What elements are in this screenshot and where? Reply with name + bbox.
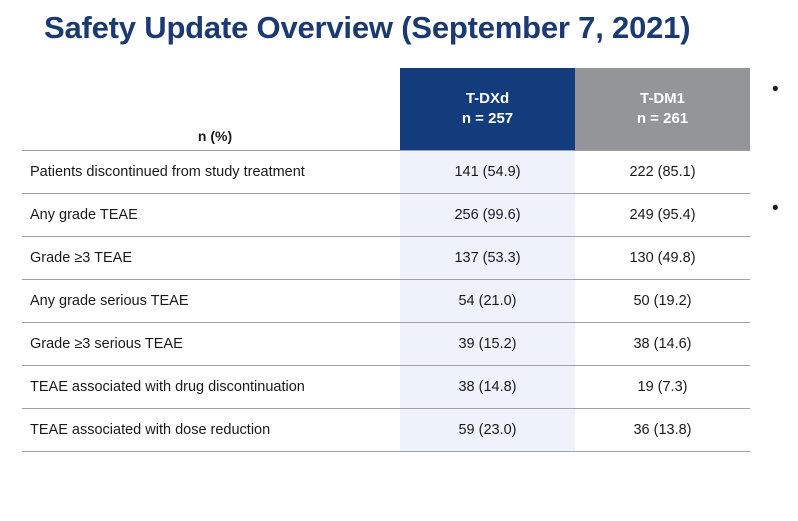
column-header-tdm1 <box>575 68 750 151</box>
row-value-tdm1: 130 (49.8) <box>575 237 750 280</box>
table-row <box>22 323 750 366</box>
row-value-tdxd: 256 (99.6) <box>400 194 575 237</box>
row-value-tdm1: 249 (95.4) <box>575 194 750 237</box>
row-header-label: n (%) <box>22 68 400 151</box>
row-label: Any grade TEAE <box>22 194 400 237</box>
row-value-tdxd: 38 (14.8) <box>400 366 575 409</box>
column-header-tdxd-name: T-DXd <box>465 89 510 107</box>
row-value-tdm1: 19 (7.3) <box>575 366 750 409</box>
row-value-tdm1: 222 (85.1) <box>575 151 750 194</box>
column-header-tdm1-name: T-DM1 <box>640 89 685 107</box>
row-label: Patients discontinued from study treatment <box>22 151 400 194</box>
row-value-tdxd: 54 (21.0) <box>400 280 575 323</box>
row-label: Grade ≥3 serious TEAE <box>22 323 400 366</box>
column-header-tdxd-n: n = 257 <box>461 110 514 127</box>
row-value-tdxd: 59 (23.0) <box>400 409 575 452</box>
bullet-marker-icon: • <box>772 79 779 100</box>
row-value-tdm1: 38 (14.6) <box>575 323 750 366</box>
row-value-tdxd: 137 (53.3) <box>400 237 575 280</box>
bullet-marker-icon: • <box>772 198 779 219</box>
table-row <box>22 409 750 452</box>
row-value-tdxd: 141 (54.9) <box>400 151 575 194</box>
table-header-row <box>22 68 750 151</box>
safety-overview-table <box>22 68 750 452</box>
row-label: TEAE associated with dose reduction <box>22 409 400 452</box>
page-title: Safety Update Overview (September 7, 2021) <box>44 10 691 45</box>
side-bullet-list <box>772 80 796 318</box>
safety-table-container <box>22 68 750 452</box>
table-row <box>22 366 750 409</box>
table-row <box>22 194 750 237</box>
row-label: TEAE associated with drug discontinuation <box>22 366 400 409</box>
column-header-tdm1-n: n = 261 <box>636 110 689 127</box>
row-value-tdm1: 36 (13.8) <box>575 409 750 452</box>
table-row <box>22 280 750 323</box>
column-header-tdxd <box>400 68 575 151</box>
row-label: Grade ≥3 TEAE <box>22 237 400 280</box>
row-value-tdm1: 50 (19.2) <box>575 280 750 323</box>
row-value-tdxd: 39 (15.2) <box>400 323 575 366</box>
table-row <box>22 151 750 194</box>
row-label: Any grade serious TEAE <box>22 280 400 323</box>
table-row <box>22 237 750 280</box>
